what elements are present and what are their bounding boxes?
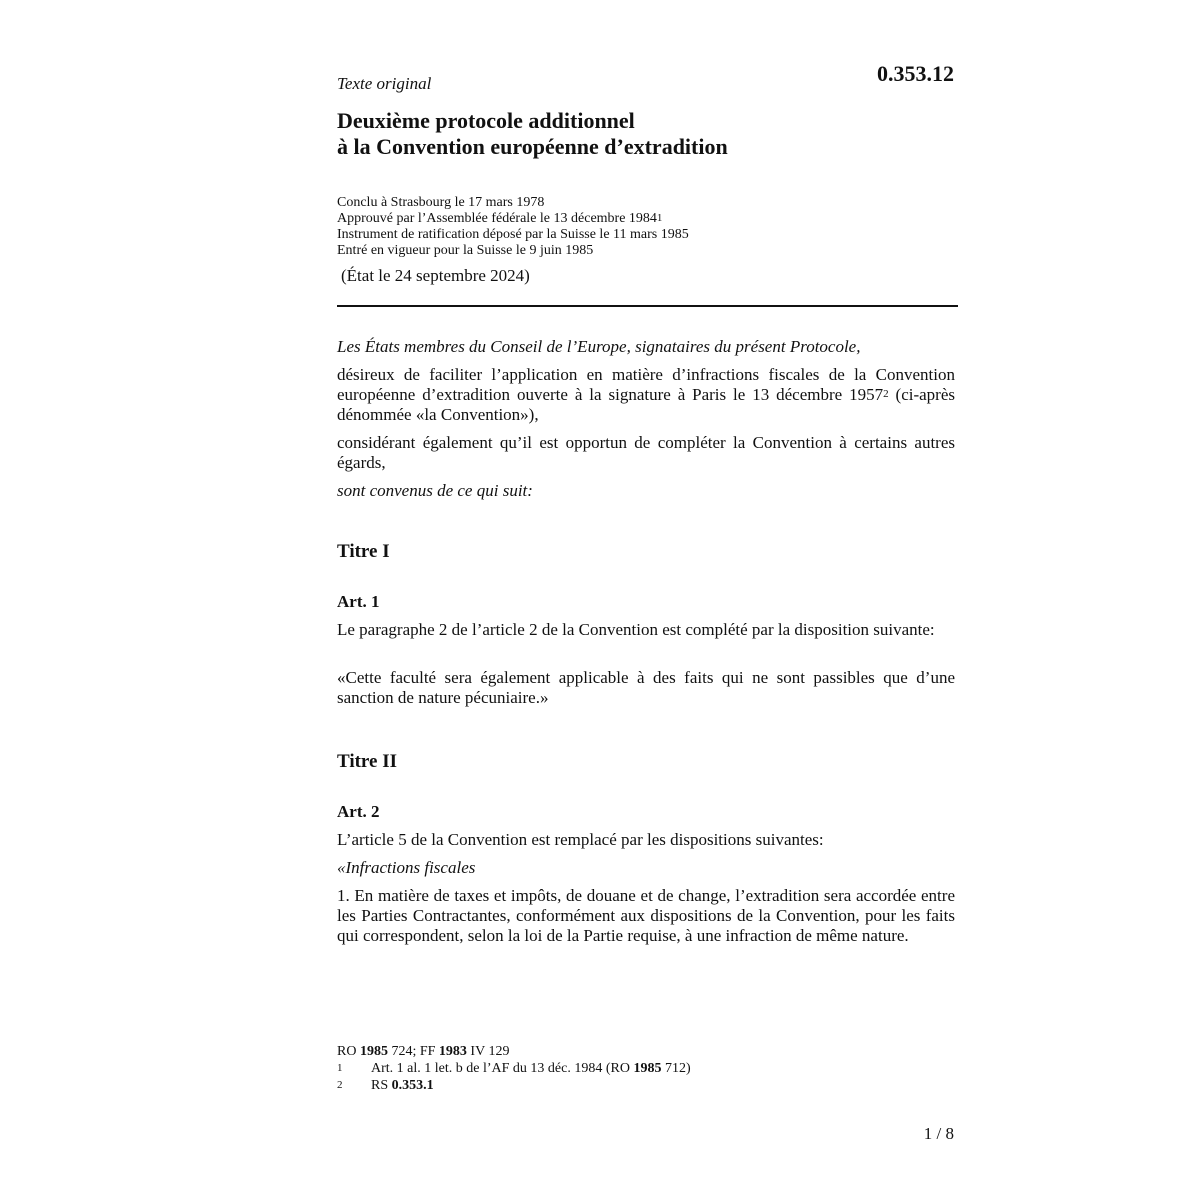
footnote-2-number: 2 xyxy=(337,1079,343,1091)
ro-year: 1985 xyxy=(359,1044,388,1059)
preamble-p1-tail: (ci-après dénommée «la Convention»), xyxy=(337,385,955,424)
art-1-paragraph-2: «Cette faculté sera également applicable à des faits qui ne sont passibles que d’une sanction de nature pécuniaire.» xyxy=(337,668,955,707)
footnotes xyxy=(337,1043,691,1094)
art-2-paragraph-2: 1. En matière de taxes et impôts, de douane et de change, l’extradition sera accordée entre les Parties Contractantes, conformément aux dispositions de la Convention, pour les faits qui correspondent, selon la loi de la Partie requise, à une infraction de même nature. xyxy=(337,886,955,945)
footnote-1 xyxy=(337,1060,691,1077)
rs-number: 0.353.12 xyxy=(877,61,954,86)
art-2-subheading: «Infractions fiscales xyxy=(337,858,476,877)
state-date: (État le 24 septembre 2024) xyxy=(341,266,530,285)
preamble-paragraph-2: considérant également qu’il est opportun de compléter la Convention à certains autres égards, xyxy=(337,433,955,472)
ff-rest: IV 129 xyxy=(466,1044,510,1059)
footnote-2-ref[interactable]: 0.353.1 xyxy=(391,1078,434,1093)
footnote-1-text xyxy=(371,1060,691,1077)
meta-ratification: Instrument de ratification déposé par la Suisse le 11 mars 1985 xyxy=(337,227,689,242)
meta-block xyxy=(337,195,955,259)
art-1-paragraph-1: Le paragraphe 2 de l’article 2 de la Convention est complété par la disposition suivante: xyxy=(337,620,935,639)
preamble-intro: Les États membres du Conseil de l’Europe, signataires du présent Protocole, xyxy=(337,337,861,356)
footnote-1-text-b: 712) xyxy=(661,1061,691,1076)
footnote-2-text-a: RS xyxy=(371,1078,392,1093)
footnote-2-text xyxy=(371,1077,434,1094)
original-text-label: Texte original xyxy=(337,74,432,93)
header-divider xyxy=(337,305,958,307)
art-2-paragraph-1: L’article 5 de la Convention est remplacé par les dispositions suivantes: xyxy=(337,830,824,849)
titre-1-heading: Titre I xyxy=(337,541,390,562)
ro-label: RO xyxy=(337,1044,360,1059)
art-2-heading: Art. 2 xyxy=(337,802,380,821)
meta-in-force: Entré en vigueur pour la Suisse le 9 juin 1985 xyxy=(337,243,594,258)
meta-approved-text: Approuvé par l’Assemblée fédérale le 13 décembre 1984 xyxy=(337,211,657,226)
footnote-1-year: 1985 xyxy=(633,1061,662,1076)
footnote-1-number: 1 xyxy=(337,1062,343,1074)
meta-concluded: Conclu à Strasbourg le 17 mars 1978 xyxy=(337,195,545,210)
footnote-ref-1[interactable]: 1 xyxy=(656,212,663,224)
title-line-1: Deuxième protocole additionnel xyxy=(337,108,635,133)
meta-approved xyxy=(337,211,955,227)
preamble-closing: sont convenus de ce qui suit: xyxy=(337,481,533,500)
ro-rest: 724; FF xyxy=(387,1044,439,1059)
preamble-p1-text: désireux de faciliter l’application en matière d’infractions fiscales de la Convention européenne d’extradition ouverte à la signature à Paris le 13 décembre 1957 xyxy=(337,365,955,404)
preamble-paragraph-1 xyxy=(337,365,955,425)
titre-2-heading: Titre II xyxy=(337,751,397,772)
footnote-2 xyxy=(337,1077,691,1094)
page-number: 1 / 8 xyxy=(923,1124,954,1143)
art-1-heading: Art. 1 xyxy=(337,592,380,611)
footnote-1-text-a: Art. 1 al. 1 let. b de l’AF du 13 déc. 1984 (RO xyxy=(371,1061,634,1076)
ff-year: 1983 xyxy=(438,1044,467,1059)
footnote-ref-2[interactable]: 2 xyxy=(883,388,889,400)
document-title xyxy=(337,108,955,160)
title-line-2: à la Convention européenne d’extradition xyxy=(337,134,728,159)
footnote-publication xyxy=(337,1043,691,1060)
